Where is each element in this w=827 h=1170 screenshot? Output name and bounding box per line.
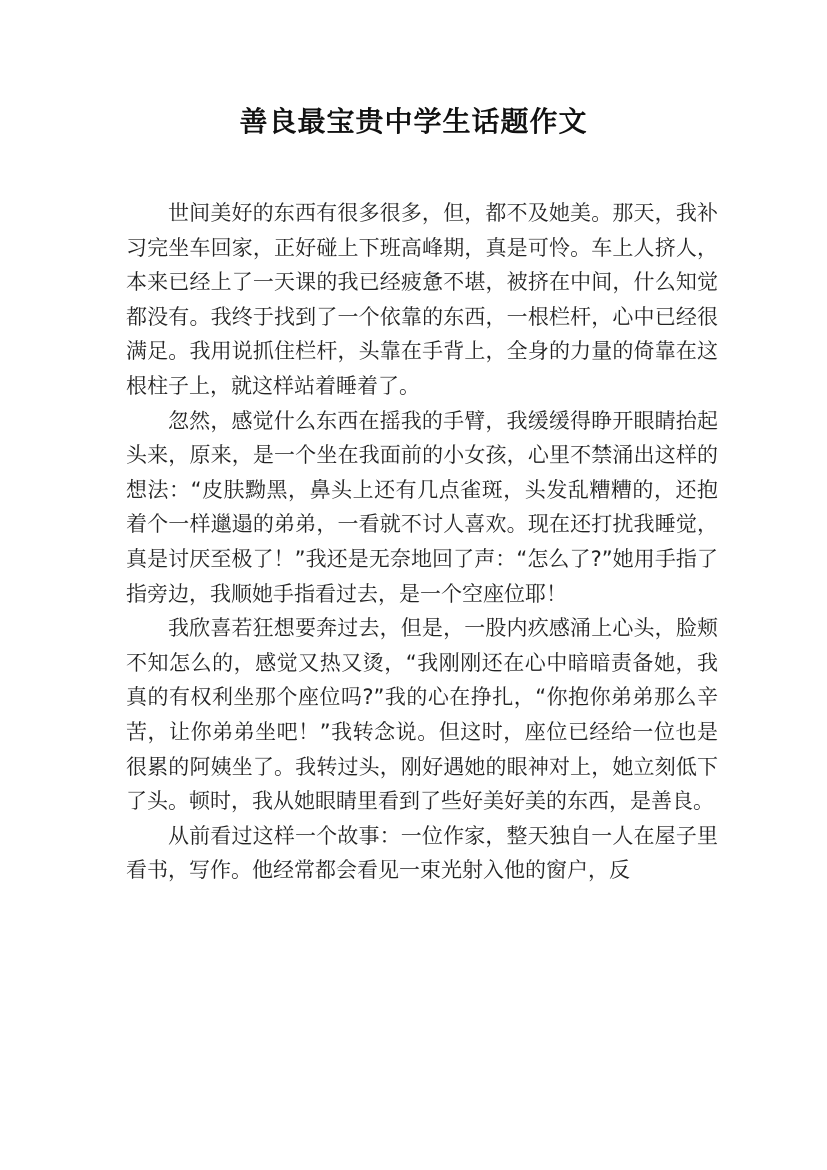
paragraph-3: 我欣喜若狂想要奔过去，但是，一股内疚感涌上心头，脸颊不知怎么的，感觉又热又烫，“我刚刚还在心中暗暗责备她，我真的有权利坐那个座位吗?”我的心在挣扎，“你抱你弟弟那么辛苦，让你弟弟坐吧！”我转念说。但这时，座位已经给一位也是很累的阿姨坐了。我转过头，刚好遇她的眼神对上，她立刻低下了头。顿时，我从她眼睛里看到了些好美好美的东西，是善良。: [126, 616, 718, 814]
paragraph-1: 世间美好的东西有很多很多，但，都不及她美。那天，我补习完坐车回家，正好碰上下班高峰期，真是可怜。车上人挤人，本来已经上了一天课的我已经疲惫不堪，被挤在中间，什么知觉都没有。我终于找到了一个依靠的东西，一根栏杆，心中已经很满足。我用说抓住栏杆，头靠在手背上，全身的力量的倚靠在这根柱子上，就这样站着睡着了。: [126, 201, 718, 398]
paragraph-4: 从前看过这样一个故事：一位作家，整天独自一人在屋子里看书，写作。他经常都会看见一束光射入他的窗户，反: [126, 823, 718, 883]
paragraph-2: 忽然，感觉什么东西在摇我的手臂，我缓缓得睁开眼睛抬起头来，原来，是一个坐在我面前的小女孩，心里不禁涌出这样的想法：“皮肤黝黑，鼻头上还有几点雀斑，头发乱糟糟的，还抱着个一样邋遢的弟弟，一看就不讨人喜欢。现在还打扰我睡觉，真是讨厌至极了！”我还是无奈地回了声：“怎么了?”她用手指了指旁边，我顺她手指看过去，是一个空座位耶！: [126, 408, 718, 606]
document-body: [126, 196, 718, 888]
document-title: 善良最宝贵中学生话题作文: [239, 105, 588, 138]
